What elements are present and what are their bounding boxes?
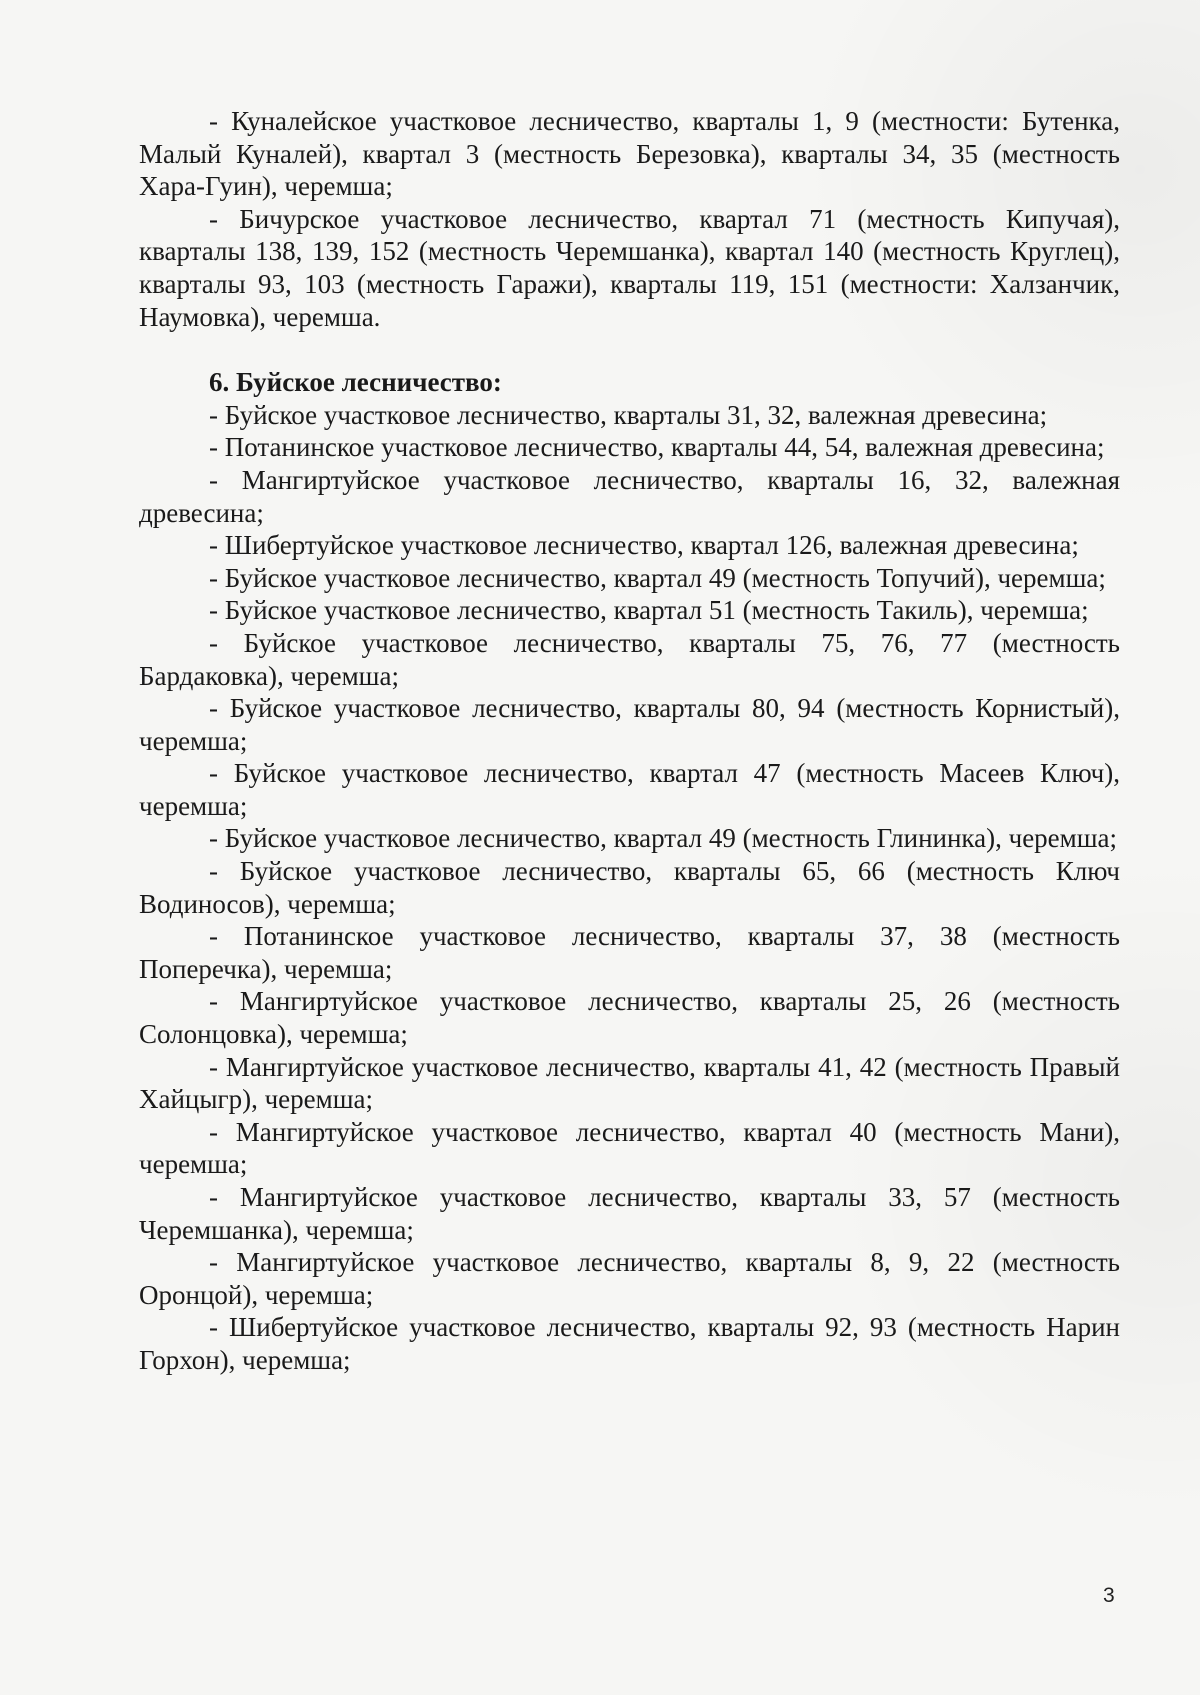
list-item: - Буйское участковое лесничество, квартал 49 (местность Топучий), черемша; <box>209 562 1106 593</box>
paragraph-kunaleyskoe: - Куналейское участковое лесничество, кварталы 1, 9 (местности: Бутенка, Малый Куналей), квартал 3 (местность Березовка), кварталы 34, 35 (местность Хара-Гуин), черемша; <box>139 106 1120 202</box>
list-item: - Потанинское участковое лесничество, кварталы 44, 54, валежная древесина; <box>209 432 1105 463</box>
page-number: 3 <box>1103 1584 1115 1607</box>
list-item: - Мангиртуйское участковое лесничество, квартал 40 (местность Мани), черемша; <box>139 1116 1120 1180</box>
list-item: - Буйское участковое лесничество, кварталы 65, 66 (местность Ключ Водиносов), черемша; <box>139 856 1120 919</box>
list-item: - Буйское участковое лесничество, кварталы 80, 94 (местность Корнистый), черемша; <box>139 693 1120 756</box>
list-item: - Шибертуйское участковое лесничество, кварталы 92, 93 (местность Нарин Горхон), черемша; <box>139 1312 1120 1375</box>
list-item: - Мангиртуйское участковое лесничество, кварталы 25, 26 (местность Солонцовка), черемша; <box>139 986 1120 1050</box>
list-item: - Буйское участковое лесничество, квартал 49 (местность Глининка), черемша; <box>209 823 1118 854</box>
document-body <box>139 105 1120 1377</box>
list-item: - Мангиртуйское участковое лесничество, кварталы 8, 9, 22 (местность Оронцой), черемша; <box>139 1247 1120 1310</box>
list-item: - Мангиртуйское участковое лесничество, кварталы 16, 32, валежная древесина; <box>139 464 1120 528</box>
list-item: - Буйское участковое лесничество, кварталы 31, 32, валежная древесина; <box>209 399 1048 430</box>
list-item: - Мангиртуйское участковое лесничество, кварталы 41, 42 (местность Правый Хайцыгр), черемша; <box>139 1051 1120 1115</box>
list-item: - Шибертуйское участковое лесничество, квартал 126, валежная древесина; <box>209 530 1079 561</box>
list-item: - Мангиртуйское участковое лесничество, кварталы 33, 57 (местность Черемшанка), черемша; <box>139 1182 1120 1245</box>
list-item: - Буйское участковое лесничество, кварталы 75, 76, 77 (местность Бардаковка), черемша; <box>139 627 1120 691</box>
list-item: - Потанинское участковое лесничество, кварталы 37, 38 (местность Поперечка), черемша; <box>139 921 1120 984</box>
list-item: - Буйское участковое лесничество, квартал 51 (местность Такиль), черемша; <box>209 595 1089 626</box>
list-item: - Буйское участковое лесничество, квартал 47 (местность Масеев Ключ), черемша; <box>139 758 1120 821</box>
section-heading: 6. Буйское лесничество: <box>209 367 502 398</box>
paragraph-bichurskoe: - Бичурское участковое лесничество, квартал 71 (местность Кипучая), кварталы 138, 139, 152 (местность Черемшанка), квартал 140 (местность Круглец), кварталы 93, 103 (местность Гаражи), кварталы 119, 151 (местности: Халзанчик, Наумовка), черемша. <box>139 203 1120 332</box>
